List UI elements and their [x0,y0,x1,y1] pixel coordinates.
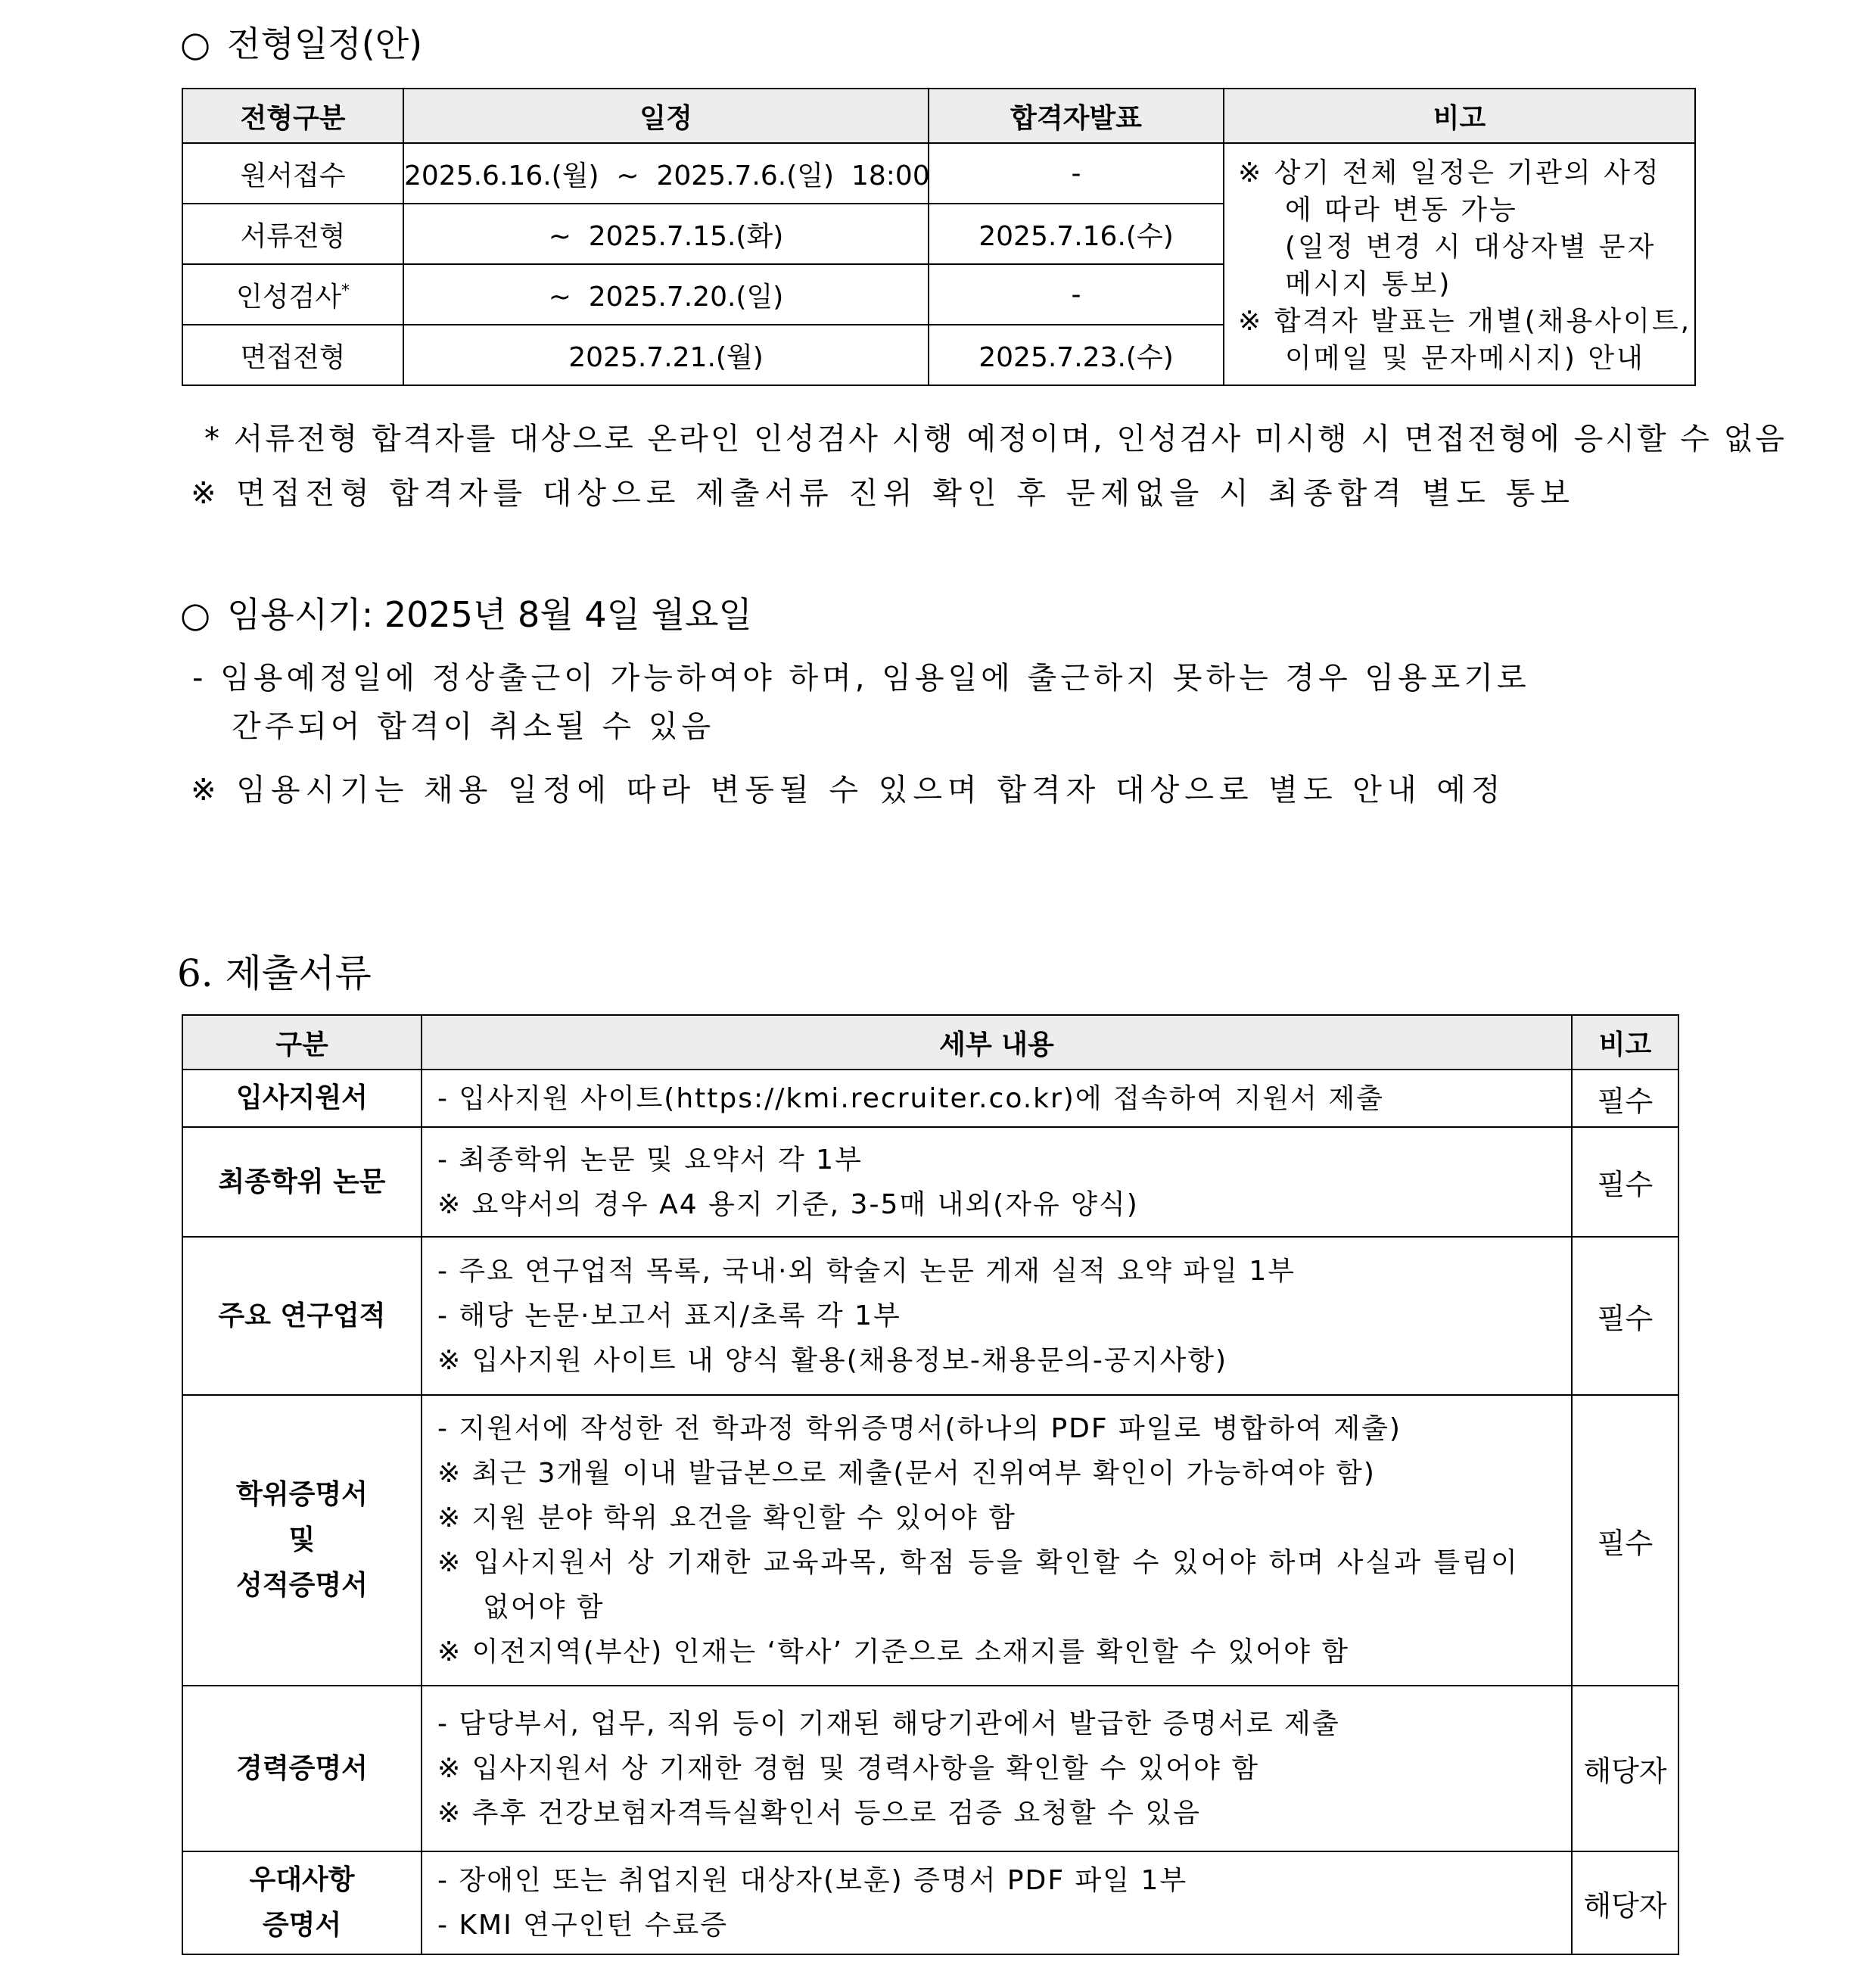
details-cell [422,1237,1572,1395]
detail-line: ※ 입사지원서 상 기재한 교육과목, 학점 등을 확인할 수 있어야 하며 사실과 틀림이 [437,1547,1520,1578]
stage-cell: 원서접수 [182,143,403,204]
detail-line: ※ 입사지원 사이트 내 양식 활용(채용정보-채용문의-공지사항) [437,1345,1228,1376]
detail-line: ※ 요약서의 경우 A4 용지 기준, 3-5매 내외(자유 양식) [437,1188,1139,1220]
table-row [182,1686,1678,1851]
stage-cell: 면접전형 [182,325,403,385]
footnote-line: ※ 면접전형 합격자를 대상으로 제출서류 진위 확인 후 문제없을 시 최종합격 별도 통보 [191,476,1575,511]
footnote-mark: * [341,281,350,300]
appointment-line: ※ 임용시기는 채용 일정에 따라 변동될 수 있으며 합격자 대상으로 별도 안내 예정 [191,773,1506,808]
col-header-announce: 합격자발표 [929,89,1224,143]
detail-line: ※ 추후 건강보험자격득실확인서 등으로 검증 요청할 수 있음 [437,1798,1201,1829]
remark-line: ※ 합격자 발표는 개별(채용사이트, [1238,306,1692,337]
col-header-stage: 전형구분 [182,89,403,143]
details-cell [422,1851,1572,1954]
detail-line: - 해당 논문·보고서 표지/초록 각 1부 [437,1300,901,1331]
announce-cell: - [929,264,1224,325]
remark-line: 이메일 및 문자메시지) 안내 [1285,343,1645,374]
date-cell: ~ 2025.7.20.(일) [403,264,929,325]
col-header-remarks: 비고 [1224,89,1695,143]
category-cell: 학위증명서 및 성적증명서 [182,1395,422,1686]
table-row [182,1395,1678,1686]
col-header-category: 구분 [182,1015,422,1070]
detail-line: ※ 이전지역(부산) 인재는 ‘학사’ 기준으로 소재지를 확인할 수 있어야 함 [437,1636,1350,1667]
table-row [182,1237,1678,1395]
documents-table [182,1014,1679,1955]
announce-cell: 2025.7.23.(수) [929,325,1224,385]
category-cell: 주요 연구업적 [182,1237,422,1395]
appointment-line: - 임용예정일에 정상출근이 가능하여야 하며, 임용일에 출근하지 못하는 경우 임용포기로 [192,661,1530,696]
note-cell: 해당자 [1572,1851,1678,1954]
note-cell: 필수 [1572,1237,1678,1395]
appointment-line: 간주되어 합격이 취소될 수 있음 [232,709,715,744]
date-cell: ~ 2025.7.15.(화) [403,204,929,264]
detail-line: ※ 입사지원서 상 기재한 경험 및 경력사항을 확인할 수 있어야 함 [437,1753,1259,1784]
category-cell: 최종학위 논문 [182,1127,422,1237]
date-cell: 2025.6.16.(월) ~ 2025.7.6.(일) 18:00 [403,143,929,204]
table-row [182,1070,1678,1127]
remark-line: 메시지 통보) [1285,269,1452,300]
details-cell [422,1395,1572,1686]
note-cell: 필수 [1572,1070,1678,1127]
appointment-heading: ○ 임용시기: 2025년 8월 4일 월요일 [180,594,752,635]
detail-line: - 주요 연구업적 목록, 국내·외 학술지 논문 게재 실적 요약 파일 1부 [437,1256,1296,1287]
details-cell [422,1070,1572,1127]
note-cell: 필수 [1572,1127,1678,1237]
footnote-line: * 서류전형 합격자를 대상으로 온라인 인성검사 시행 예정이며, 인성검사 미시행 시 면접전형에 응시할 수 없음 [204,422,1787,456]
circle-bullet-icon: ○ [180,594,211,635]
col-header-details: 세부 내용 [422,1015,1572,1070]
table-row [182,1851,1678,1954]
details-cell [422,1127,1572,1237]
documents-heading: 6. 제출서류 [177,951,372,995]
col-header-date: 일정 [403,89,929,143]
remark-line: 에 따라 변동 가능 [1285,195,1518,226]
detail-line: - 담당부서, 업무, 직위 등이 기재된 해당기관에서 발급한 증명서로 제출 [437,1708,1340,1739]
remarks-cell [1224,143,1695,385]
schedule-heading: ○ 전형일정(안) [180,23,423,64]
announce-cell: 2025.7.16.(수) [929,204,1224,264]
stage-cell: 서류전형 [182,204,403,264]
remark-line: (일정 변경 시 대상자별 문자 [1285,232,1657,263]
detail-line: 없어야 함 [483,1592,605,1623]
circle-bullet-icon: ○ [180,23,211,64]
category-cell: 경력증명서 [182,1686,422,1851]
table-row [182,1127,1678,1237]
detail-line: - 최종학위 논문 및 요약서 각 1부 [437,1144,863,1175]
category-cell: 입사지원서 [182,1070,422,1127]
detail-line: - KMI 연구인턴 수료증 [437,1910,729,1941]
date-cell: 2025.7.21.(월) [403,325,929,385]
detail-line: - 입사지원 사이트(https://kmi.recruiter.co.kr)에 접속하여 지원서 제출 [437,1082,1384,1114]
stage-cell: 인성검사* [182,264,403,325]
note-cell: 해당자 [1572,1686,1678,1851]
detail-line: ※ 최근 3개월 이내 발급본으로 제출(문서 진위여부 확인이 가능하여야 함) [437,1458,1376,1489]
detail-line: - 지원서에 작성한 전 학과정 학위증명서(하나의 PDF 파일로 병합하여 제출) [437,1413,1402,1444]
details-cell [422,1686,1572,1851]
announce-cell: - [929,143,1224,204]
schedule-table [182,88,1696,386]
category-cell: 우대사항 증명서 [182,1851,422,1954]
remark-line: ※ 상기 전체 일정은 기관의 사정 [1238,157,1661,188]
detail-line: - 장애인 또는 취업지원 대상자(보훈) 증명서 PDF 파일 1부 [437,1865,1188,1896]
table-row [182,143,1695,204]
detail-line: ※ 지원 분야 학위 요건을 확인할 수 있어야 함 [437,1502,1016,1534]
col-header-note: 비고 [1572,1015,1678,1070]
note-cell: 필수 [1572,1395,1678,1686]
